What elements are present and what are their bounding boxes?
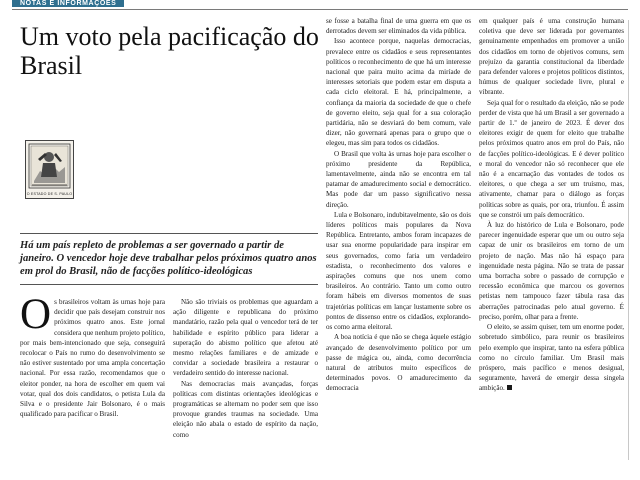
paragraph: Não são triviais os problemas que aguardam a ação diligente e republicana do próximo mandatário, razão pela qual o vencedor terá de ter habilidade e espírito público para liderar a superação do abismo político que afetou até mesmo relações familiares e de amizade e convidar a sociedade brasileira a restaurar o verdadeiro sentido do interesse nacional. — [173, 298, 318, 378]
paragraph-text: s brasileiros voltam às urnas hoje para decidir que país desejam construir nos próximos quatro anos. Este jornal considera que nenhum projeto político, por mais bem-intencionado que seja, conseguirá recolocar o País no rumo do desenvolvimento se não estiver sustentado por uma ampla concertação nacional. Por essa razão, recomendamos que o eleitor ponder, na hora de escolher em quem vai votar, qual dos dois candidatos, o petista Lula da Silva e o presidente Jair Bolsonaro, é o mais qualificado para pacificar o Brasil. — [20, 298, 165, 419]
top-divider — [12, 9, 628, 10]
paragraph: À luz do histórico de Lula e Bolsonaro, pode parecer ingenuidade esperar que um ou outro seja capaz de unir os brasileiros em torno de um projeto de nação. Mas não há espaço para ingenuidade nesta página. Não se trata de passar uma borracha sobre o passado de corrupção e recessão econômica que marcou os governos petistas nem tampouco fazer tábula rasa das aberrações patrocinadas pelo atual governo. É preciso, porém, olhar para a frente. — [479, 221, 624, 321]
paragraph: O Brasil que volta às urnas hoje para escolher o próximo presidente da República, lamentavelmente, ainda não se encontra em tal patamar de amadurecimento social e democrático. Mas pode dar um passo significativo nessa direção. — [326, 149, 471, 209]
end-of-article-mark — [507, 385, 512, 390]
paragraph: A boa notícia é que não se chega àquele estágio avançado de desenvolvimento político por um passe de mágica ou, ainda, como decorrência natural de atributos muito específicos de determinados povos. O amadurecimento da democracia — [326, 333, 471, 393]
paragraph: Lula e Bolsonaro, indubitavelmente, são os dois líderes políticos mais populares da Nova República. Entretanto, ambos foram incapazes de usar sua enorme popularidade para inspirar em seus governados, como faria um verdadeiro estadista, o reconhecimento dos valores e aspirações comuns que nos unem como brasileiros. Ao contrário. Tanto um como outro foram hábeis em diversos momentos de suas trajetórias políticas em lançar lustamente sobre os pontos de dissenso entre os cidadãos, explorando-os como arma eleitoral. — [326, 210, 471, 332]
paragraph: Isso acontece porque, naquelas democracias, prevalece entre os cidadãos e seus representantes políticos o reconhecimento de que há um interesse nacional que paira muito acima da miríade de interesses setoriais que podem estar em disputa a cada ciclo eleitoral. E há, principalmente, a confiança da maioria da sociedade de que o chefe de governo eleito, seja qual for a sua coloração partidária, não se desviará do bem comum, vale dizer, não governará apenas para o grupo que o elegeu, mas sim para todos os cidadãos. — [326, 37, 471, 148]
lead-rule-bottom — [20, 284, 318, 285]
paragraph: se fosse a batalha final de uma guerra em que os derrotados devem ser eliminados da vida pública. — [326, 17, 471, 36]
paragraph — [20, 291, 165, 419]
emblem-engraving-icon — [26, 141, 73, 198]
page-edge-rule — [628, 20, 629, 460]
paragraph: Nas democracias mais avançadas, forças políticas com distintas orientações ideológicas e programáticas se alternam no poder sem que isso provoque grandes traumas na sociedade. Uma eleição não abala o estado de espírito da nação, como — [173, 379, 318, 439]
paragraph: Seja qual for o resultado da eleição, não se pode perder de vista que há um Brasil a ser governado a partir de 1.º de janeiro de 2023. É dever dos eleitores exigir de quem for eleito que trabalhe pelos próximos quatro anos em prol do País, não de facções político-ideológicas. E é dever político e moral do vencedor não só reconhecer que ele não é a encarnação das vontades de todos os eleitores, o que chega a ser um truísmo, mas, ativamente, chamar para o diálogo as forças políticas sobre as quais, por ora, triunfou. É assim que se constrói um país democrático. — [479, 98, 624, 219]
column-4 — [479, 16, 624, 394]
column-1 — [20, 291, 165, 419]
lead-standfirst: Há um país repleto de problemas a ser governado a partir de janeiro. O vencedor hoje deve trabalhar pelos próximos quatro anos em prol do Brasil, não de facções político-ideológicas — [20, 240, 317, 277]
paragraph-text: O eleito, se assim quiser, tem um enorme poder, sobretudo simbólico, para reunir os brasileiros pelo exemplo que inspirar, tanto na esfera pública como no círculo familiar. Um Brasil mais próspero, mais pacífico e menos desigual, seguramente, haverá de emergir dessa singela ambição. — [479, 323, 624, 393]
headline: Um voto pela pacificação do Brasil — [20, 22, 319, 80]
paragraph — [479, 322, 624, 393]
emblem-caption: O ESTADO DE S. PAULO — [26, 192, 73, 196]
column-2 — [173, 297, 318, 440]
drop-cap: O — [20, 291, 52, 338]
newspaper-emblem — [25, 140, 74, 199]
section-tag: NOTAS E INFORMAÇÕES — [12, 0, 124, 7]
paragraph: em qualquer país é uma construção humana coletiva que deve ser liderada por governantes genuinamente empenhados em promover a união dos cidadãos em torno de objetivos comuns, sem prejuízo da garantia constitucional da liberdade para defender valores e projetos políticos distintos, húmus de qualquer sociedade livre, plural e vibrante. — [479, 17, 624, 97]
column-3 — [326, 16, 471, 394]
lead-rule-top — [20, 233, 318, 234]
